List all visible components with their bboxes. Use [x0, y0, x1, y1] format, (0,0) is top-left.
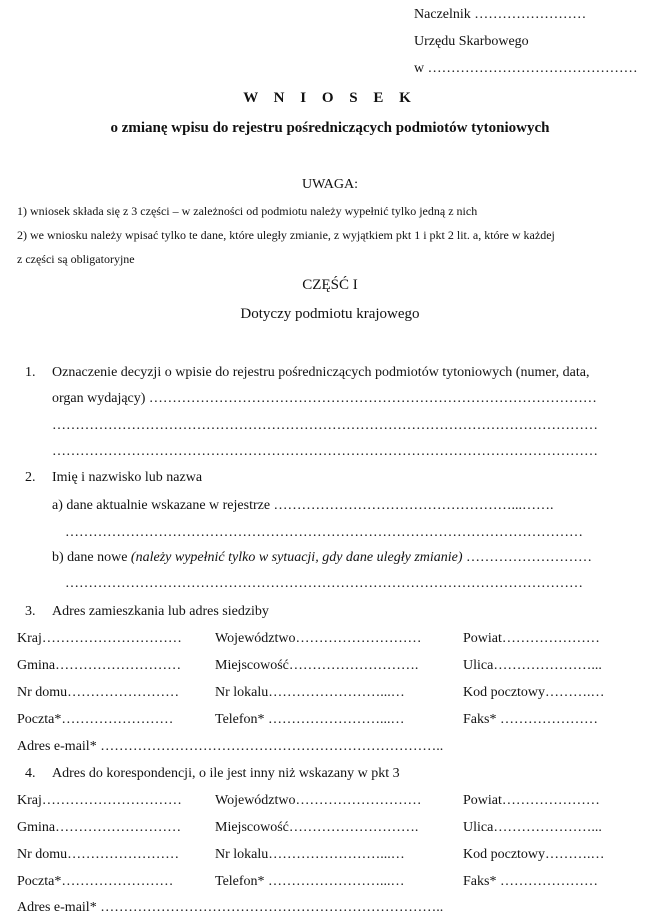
s3-gmina-field[interactable]: Gmina………………………	[17, 658, 182, 673]
s4-nr-lokalu-field[interactable]: Nr lokalu……………………...…	[215, 847, 405, 862]
part-subheading: Dotyczy podmiotu krajowego	[240, 306, 420, 322]
section-2-number: 2.	[25, 470, 36, 485]
s3-powiat-field[interactable]: Powiat…………………	[463, 631, 600, 646]
s3-telefon-field[interactable]: Telefon* ……………………...…	[215, 712, 405, 727]
s4-nr-domu-field[interactable]: Nr domu……………………	[17, 847, 180, 862]
s4-kod-pocztowy-field[interactable]: Kod pocztowy……….…	[463, 847, 605, 862]
s4-wojewodztwo-field[interactable]: Województwo………………………	[215, 793, 422, 808]
recipient-line-naczelnik: Naczelnik ……………………	[414, 7, 587, 22]
s4-kraj-field[interactable]: Kraj…………………………	[17, 793, 182, 808]
s3-faks-field[interactable]: Faks* …………………	[463, 712, 598, 727]
s4-powiat-field[interactable]: Powiat…………………	[463, 793, 600, 808]
s4-miejscowosc-field[interactable]: Miejscowość……………………….	[215, 820, 419, 835]
section-4-number: 4.	[25, 766, 36, 781]
s4-email-field[interactable]: Adres e-mail* ………………………………………………………………..	[17, 900, 444, 915]
notice-item-2-cont: z części są obligatoryjne	[17, 252, 135, 266]
recipient-line-miejscowosc: w ………………………………………	[414, 61, 638, 76]
section-1-number: 1.	[25, 365, 36, 380]
section-2b-label: b) dane nowe	[52, 550, 131, 565]
s4-gmina-field[interactable]: Gmina………………………	[17, 820, 182, 835]
section-1-label: Oznaczenie decyzji o wpisie do rejestru pośredniczących podmiotów tytoniowych (numer, data,	[52, 365, 590, 380]
s3-kraj-field[interactable]: Kraj…………………………	[17, 631, 182, 646]
s4-telefon-field[interactable]: Telefon* ……………………...…	[215, 874, 405, 889]
s3-nr-domu-field[interactable]: Nr domu……………………	[17, 685, 180, 700]
part-heading: CZĘŚĆ I	[302, 277, 358, 293]
recipient-line-urzad: Urzędu Skarbowego	[414, 34, 529, 49]
s3-miejscowosc-field[interactable]: Miejscowość……………………….	[215, 658, 419, 673]
section-2a-field[interactable]: a) dane aktualnie wskazane w rejestrze ……………………………………………...…….	[52, 498, 554, 513]
s3-wojewodztwo-field[interactable]: Województwo………………………	[215, 631, 422, 646]
section-3-label: Adres zamieszkania lub adres siedziby	[52, 604, 269, 619]
document-title: W N I O S E K	[243, 90, 417, 106]
notice-item-2: 2) we wniosku należy wpisać tylko te dane, które uległy zmianie, z wyjątkiem pkt 1 i pkt 2 lit. a, które w każdej	[17, 228, 555, 242]
section-2b-hint: (należy wypełnić tylko w sytuacji, gdy dane uległy zmianie)	[130, 550, 463, 565]
s4-faks-field[interactable]: Faks* …………………	[463, 874, 598, 889]
section-2-label: Imię i nazwisko lub nazwa	[52, 470, 203, 485]
section-2b-field-line-2[interactable]: …………………………………………………………………………………………………	[65, 576, 583, 591]
section-3-number: 3.	[25, 604, 36, 619]
s4-poczta-field[interactable]: Poczta*……………………	[17, 874, 174, 889]
section-1-field-line-1[interactable]: organ wydający) ……………………………………………………………………………………	[52, 391, 597, 406]
notice-heading: UWAGA:	[302, 177, 358, 192]
section-1-field-line-2[interactable]: ………………………………………………………………………………………………………	[52, 418, 598, 433]
s3-email-field[interactable]: Adres e-mail* ………………………………………………………………..	[17, 739, 444, 754]
section-2a-field-line-2[interactable]: …………………………………………………………………………………………………	[65, 525, 583, 540]
document-subtitle: o zmianę wpisu do rejestru pośredniczących podmiotów tytoniowych	[110, 120, 550, 136]
s3-ulica-field[interactable]: Ulica…………………...	[463, 658, 602, 673]
s3-nr-lokalu-field[interactable]: Nr lokalu……………………...…	[215, 685, 405, 700]
section-2b-field[interactable]	[52, 550, 592, 566]
s4-ulica-field[interactable]: Ulica…………………...	[463, 820, 602, 835]
section-4-label: Adres do korespondencji, o ile jest inny niż wskazany w pkt 3	[52, 766, 400, 781]
s3-kod-pocztowy-field[interactable]: Kod pocztowy……….…	[463, 685, 605, 700]
section-1-field-line-3[interactable]: ………………………………………………………………………………………………………	[52, 444, 598, 459]
section-2b-dots: ………………………	[462, 550, 593, 565]
s3-poczta-field[interactable]: Poczta*……………………	[17, 712, 174, 727]
notice-item-1: 1) wniosek składa się z 3 części – w zależności od podmiotu należy wypełnić tylko jedną z nich	[17, 204, 478, 218]
